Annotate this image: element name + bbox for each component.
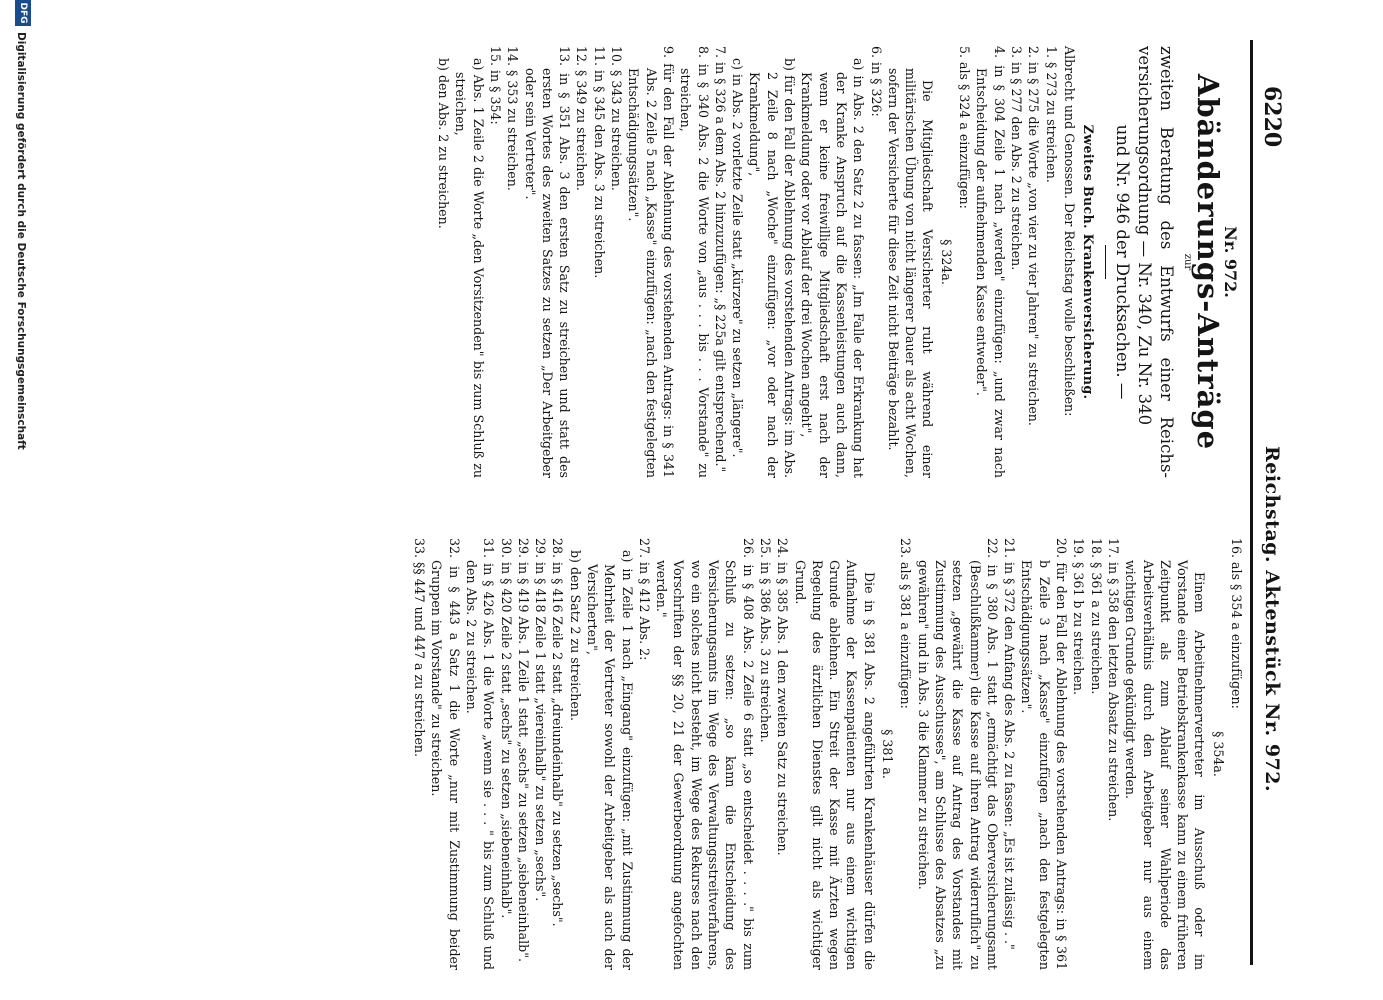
quoted-paragraph: Die in § 381 Abs. 2 angeführten Krankenhäuser dürfen die Aufnahme der Kassenpatienten nur aus einem wichtigen Grunde ablehnen. Ein Streit der Kasse mit Ärzten wegen Regelung des ärztlichen Dienstes gilt nicht als wichtiger Grund. xyxy=(792,560,877,970)
paragraph-heading: § 354a. xyxy=(1210,731,1226,777)
list-item: 29. in § 419 Abs. 1 Zeile 1 statt „sechs" zu setzen „siebeneinhalb". xyxy=(515,538,531,963)
section-heading: Zweites Buch. Krankenversicherung. xyxy=(1081,124,1097,400)
sub-item: a) Abs. 1 Zeile 2 die Worte „den Vorsitzenden" bis zum Schluß zu streichen, xyxy=(453,58,486,478)
header-rule xyxy=(1250,40,1253,965)
page-number: 6220 xyxy=(1259,86,1285,148)
sub-item: a) in Abs. 2 den Satz 2 zu fassen: „Im Falle der Erkrankung hat der Kranke Anspruch auf die Kassenleistungen auch dann, wenn er keine freiwillige Mitgliedschaft erst nach der Krankmeldung oder vor Ablauf der drei Wochen angeht", xyxy=(799,58,867,478)
list-item: 12. § 349 zu streichen. xyxy=(574,46,590,191)
quoted-paragraph: Einem Arbeitnehmervertreter im Ausschuß oder im Vorstande einer Betriebskrankenkasse kann zu einem früheren Zeitpunkt als zum Ablauf seiner Wahlperiode das Arbeitsverhältnis durch den Arbeitgeber nur aus einem wichtigen Grunde gekündigt werden. xyxy=(1123,560,1208,970)
list-item: 5. als § 324 a einzufügen: xyxy=(957,46,973,209)
document-title: Abänderungs-Anträge xyxy=(1190,73,1225,451)
intro-line-2: und Nr. 946 der Drucksachen. — xyxy=(1113,124,1133,400)
list-item: 18. § 361 a zu streichen. xyxy=(1088,538,1104,695)
sub-item: a) in Zeile 1 nach „Eingang" einzufügen: „mit Zustimmung der Mehrheit der Vertreter sowohl der Arbeitgeber als auch der Versicherten", xyxy=(585,550,635,970)
title-rule xyxy=(1105,245,1106,279)
paragraph-heading: § 324a. xyxy=(938,239,954,285)
list-item: 6. in § 326: xyxy=(868,46,884,117)
left-column xyxy=(435,46,1245,478)
list-item: 4. in § 304 Zeile 1 nach „werden" einzufügen: „und zwar nach Entscheidung der aufnehmenden Kasse entweder". xyxy=(974,46,1007,478)
zur-label: zur xyxy=(1182,253,1194,271)
list-item: 1. § 273 zu streichen. xyxy=(1043,46,1059,183)
sub-item: b) den Abs. 2 zu streichen. xyxy=(436,58,452,229)
sub-item: b) den Satz 2 zu streichen. xyxy=(567,550,583,721)
list-item: 20. für den Fall der Ablehnung des vorstehenden Antrags: in § 361 b Zeile 3 nach „Kasse" einzufügen „nach den festgelegten Entschädigungssätzen". xyxy=(1019,538,1070,970)
list-item: 3. in § 277 den Abs. 2 zu streichen. xyxy=(1008,46,1024,271)
list-item: 7. in § 326 a dem Abs. 2 hinzuzufügen: „§ 225a gilt entsprechend." xyxy=(712,46,728,473)
running-title: Reichstag. Aktenstück Nr. 972. xyxy=(1261,446,1283,793)
dfg-logo: DFG xyxy=(15,0,31,26)
right-column xyxy=(411,538,1245,970)
digitization-credit: Digitalisierung gefördert durch die Deutsche Forschungsgemeinschaft xyxy=(15,32,27,450)
list-item: 19. § 361 b zu streichen. xyxy=(1071,538,1087,695)
list-item: 2. in § 275 die Worte „von vier zu vier Jahren" zu streichen. xyxy=(1026,46,1042,426)
quoted-paragraph: Die Mitgliedschaft Versicherter ruht während einer militärischen Übung von nicht längerer Dauer als acht Wochen, sofern der Versicherte für diese Zeit nicht Beiträge bezahlt. xyxy=(885,68,936,478)
page-header xyxy=(1255,36,1291,976)
list-item: 28. in § 416 Zeile 2 statt „dreiundeinhalb" zu setzen „sechs". xyxy=(550,538,566,927)
list-item: 15. in § 354: xyxy=(488,46,504,125)
list-item: 31. in § 426 Abs. 1 die Worte „wenn sie . . . " bis zum Schluß und den Abs. 2 zu streichen. xyxy=(463,538,497,970)
list-item: 13. in § 351 Abs. 3 den ersten Satz zu streichen und statt des ersten Wortes des zweiten Satzes zu setzen „Der Arbeitgeber oder sein Vertreter". xyxy=(522,46,573,478)
document-number: Nr. 972. xyxy=(1221,226,1240,298)
list-item: 32. in § 443 a Satz 1 die Worte „nur mit Zustimmung beider Gruppen im Vorstande" zu streichen. xyxy=(429,538,462,970)
list-item: 27. in § 412 Abs. 2: xyxy=(636,538,652,661)
proposer-line: Albrecht und Genossen. Der Reichstag wolle beschließen: xyxy=(1061,46,1077,417)
list-item: 17. in § 358 den letzten Absatz zu streichen. xyxy=(1105,538,1121,822)
list-item: 21. in § 372 den Anfang des Abs. 2 zu fassen: „Es ist zulässig . ." xyxy=(1002,538,1018,950)
sub-item: c) in Abs. 2 vorletzte Zeile statt „kürzere" zu setzen „längere". xyxy=(730,58,746,458)
list-item: 23. als § 381 a einzufügen: xyxy=(898,538,914,709)
intro-line-1: zweiten Beratung des Entwurfs einer Reichs-versicherungsordnung — Nr. 340, Zu Nr. 340 xyxy=(1135,46,1177,478)
sub-item: b) für den Fall der Ablehnung des vorstehenden Antrags: im Abs. 2 Zeile 8 nach „Woche" einzufügen: „vor oder nach der Krankmeldung", xyxy=(747,58,798,478)
list-item: 22. in § 380 Abs. 1 statt „ermächtigt das Oberversicherungsamt (Beschlußkammer) die Kasse auf ihren Antrag widerruflich" zu setzen „gewährt die Kasse auf Antrag des Vorstandes mit Zustimmung des Ausschusses", am Schlusse des Absatzes „zu gewähren" und in Abs. 3 die Klammer zu streichen. xyxy=(915,538,1000,970)
list-item: 14. § 353 zu streichen. xyxy=(505,46,521,191)
list-item: 9. für den Fall der Ablehnung des vorstehenden Antrags: in § 341 Abs. 2 Zeile 5 nach „Kasse" einzufügen: „nach den festgelegten Entschädigungssätzen". xyxy=(626,46,676,478)
list-item: 33. §§ 447 und 447 a zu streichen. xyxy=(412,538,428,758)
list-item: 11. in § 345 den Abs. 3 zu streichen. xyxy=(591,46,607,279)
list-item: 8. in § 340 Abs. 2 die Worte von „aus . . . bis . . . Vorstande" zu streichen, xyxy=(678,46,711,478)
list-item: 24. in § 385 Abs. 1 den zweiten Satz zu streichen. xyxy=(775,538,791,856)
paragraph-heading: § 381 a. xyxy=(880,729,896,779)
list-item: 30. in § 420 Zeile 2 statt „sechs" zu setzen „siebeneinhalb". xyxy=(498,538,514,919)
list-item: 16. als § 354 a einzufügen: xyxy=(1229,538,1244,709)
list-item: 26. in § 408 Abs. 2 Zeile 6 statt „so entscheidet . . . ." bis zum Schluß zu setzen: „so kann die Entscheidung des Versicherungsamts im Wege des Verwaltungsstreitverfahrens, wo ein solches nicht besteht, im Wege des Rekurses nach den Vorschriften der §§ 20, 21 der Gewerbeordnung angefochten werden." xyxy=(654,538,756,970)
list-item: 29. in § 418 Zeile 1 statt „viereinhalb" zu setzen „sechs". xyxy=(533,538,549,902)
list-item: 10. § 343 zu streichen. xyxy=(609,46,625,191)
list-item: 25. in § 386 Abs. 3 zu streichen. xyxy=(757,538,773,743)
